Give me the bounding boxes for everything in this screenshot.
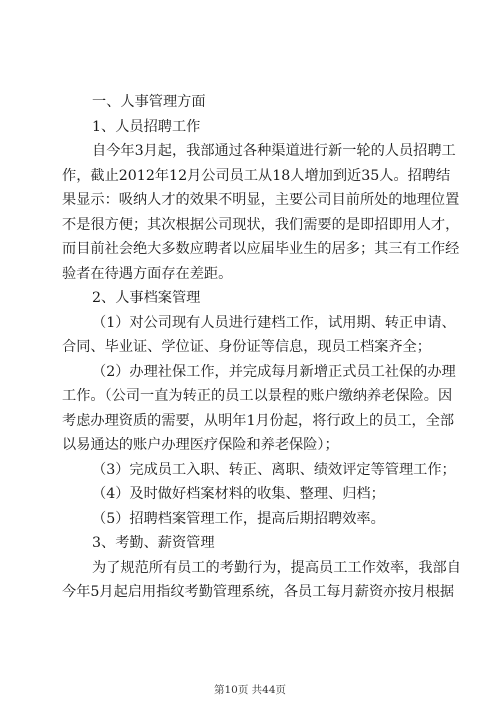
text-line: 工作。（公司一直为转正的员工以景程的账户缴纳养老保险。因 [62,388,453,404]
text-line: 作，截止2012年12月公司员工从18人增加到近35人。招聘结 [62,167,451,184]
paragraph-archives-item-2 [62,360,456,458]
text-line: 考虑办理资质的需要，从明年1月份起，将行政上的员工，全部 [62,412,455,429]
text-line: 合同、毕业证、学位证、身份证等信息，现员工档案齐全； [62,339,431,355]
text-line: （2）办理社保工作，并完成每月新增正式员工社保的办理 [92,363,456,380]
text-line: 以易通达的账户办理医疗保险和养老保险）； [62,437,339,453]
text-line: 而目前社会绝大多数应聘者以应届毕业生的居多；其三有工作经 [62,241,460,257]
page-number-footer: 第10页 共44页 [213,684,287,696]
paragraph-archives-item-3: （3）完成员工入职、转正、离职、绩效评定等管理工作； [92,461,456,478]
section-heading-hr-management: 一、人事管理方面 [92,94,206,110]
paragraph-archives-item-1 [62,311,456,360]
document-body [62,90,461,605]
text-line: 果显示：吸纳人才的效果不明显，主要公司目前所处的地理位置 [62,192,460,208]
paragraph-attendance [62,556,461,605]
text-line: （1）对公司现有人员进行建档工作，试用期、转正申请、 [92,314,456,331]
paragraph-recruitment [62,139,460,286]
subsection-heading-archives: 2、人事档案管理 [92,290,201,306]
text-line: 为了规范所有员工的考勤行为，提高员工工作效率，我部自 [92,559,461,576]
subsection-heading-attendance-payroll: 3、考勤、薪资管理 [92,535,215,551]
subsection-heading-recruitment: 1、人员招聘工作 [92,118,201,135]
text-line: 验者在待遇方面存在差距。 [62,265,233,282]
text-line: 自今年3月起，我部通过各种渠道进行新一轮的人员招聘工 [92,143,456,159]
text-line: 不是很方便；其次根据公司现状，我们需要的是即招即用人才， [62,216,460,233]
text-line: 今年5月起启用指纹考勤管理系统，各员工每月薪资亦按月根据 [62,584,455,600]
paragraph-archives-item-5: （5）招聘档案管理工作，提高后期招聘效率。 [92,510,385,527]
paragraph-archives-item-4: （4）及时做好档案材料的收集、整理、归档； [92,486,385,502]
